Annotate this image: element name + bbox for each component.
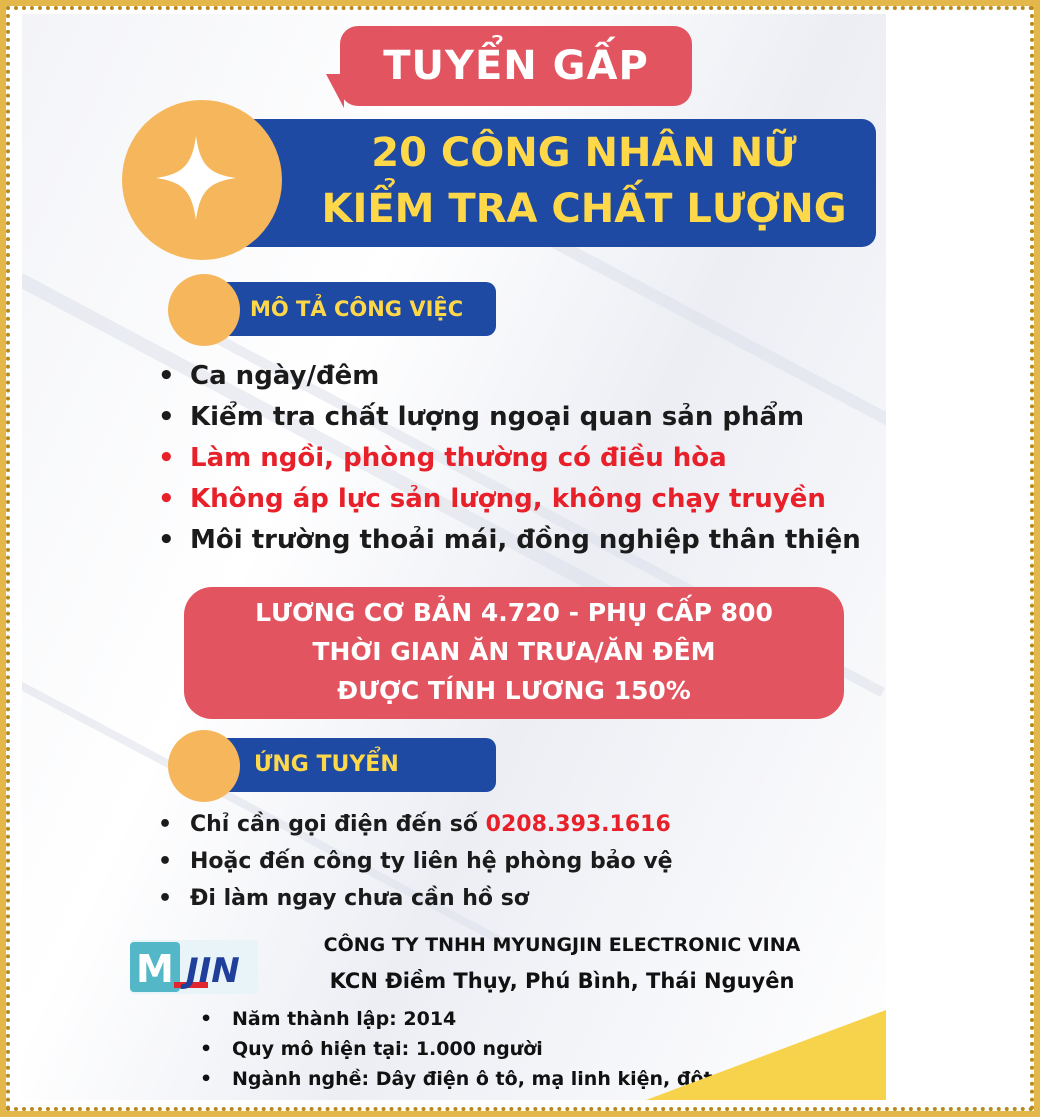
apply-list (158, 806, 673, 917)
list-item: • Ngành nghề: Dây điện ô tô, mạ linh kiện, đột dập (200, 1064, 759, 1094)
svg-text:JIN: JIN (186, 951, 240, 991)
apply-title: ỨNG TUYỂN (254, 752, 399, 777)
list-item: • Năm thành lập: 2014 (200, 1004, 759, 1034)
list-item: • Kiểm tra chất lượng ngoại quan sản phẩm (158, 397, 861, 438)
urgent-label: TUYỂN GẤP (383, 43, 649, 89)
job-description-title: MÔ TẢ CÔNG VIỆC (250, 297, 464, 321)
salary-line-3: ĐƯỢC TÍNH LƯƠNG 150% (337, 676, 691, 705)
sparkle-icon (122, 100, 282, 260)
sparkle-badge (122, 100, 282, 260)
list-item: • Hoặc đến công ty liên hệ phòng bảo vệ (158, 843, 673, 880)
corner-accent (646, 1010, 886, 1100)
job-description-list (158, 356, 861, 561)
call-prefix: Chỉ cần gọi điện đến số (190, 812, 486, 837)
job-poster (22, 14, 886, 1100)
company-logo (128, 936, 260, 998)
list-item: • Không áp lực sản lượng, không chạy truyền (158, 479, 861, 520)
list-item: • Làm ngồi, phòng thường có điều hòa (158, 438, 861, 479)
section-circle (168, 274, 240, 346)
company-name: CÔNG TY TNHH MYUNGJIN ELECTRONIC VINA (323, 934, 801, 956)
salary-line-2: THỜI GIAN ĂN TRƯA/ĂN ĐÊM (312, 637, 716, 666)
list-item: • Môi trường thoải mái, đồng nghiệp thân thiện (158, 520, 861, 561)
list-item (158, 806, 673, 843)
list-item: • Ca ngày/đêm (158, 356, 861, 397)
list-item: • Quy mô hiện tại: 1.000 người (200, 1034, 759, 1064)
phone-number[interactable]: 0208.393.1616 (485, 812, 671, 837)
headline-line-1: 20 CÔNG NHÂN NỮ (371, 130, 797, 176)
salary-line-1: LƯƠNG CƠ BẢN 4.720 - PHỤ CẤP 800 (255, 598, 773, 627)
list-item: • Đi làm ngay chưa cần hồ sơ (158, 880, 673, 917)
section-circle (168, 730, 240, 802)
svg-text:M: M (136, 947, 174, 991)
headline-line-2: KIỂM TRA CHẤT LƯỢNG (321, 186, 847, 232)
company-address: KCN Điềm Thụy, Phú Bình, Thái Nguyên (329, 969, 795, 993)
apply-header (198, 738, 496, 792)
job-description-header (198, 282, 496, 336)
